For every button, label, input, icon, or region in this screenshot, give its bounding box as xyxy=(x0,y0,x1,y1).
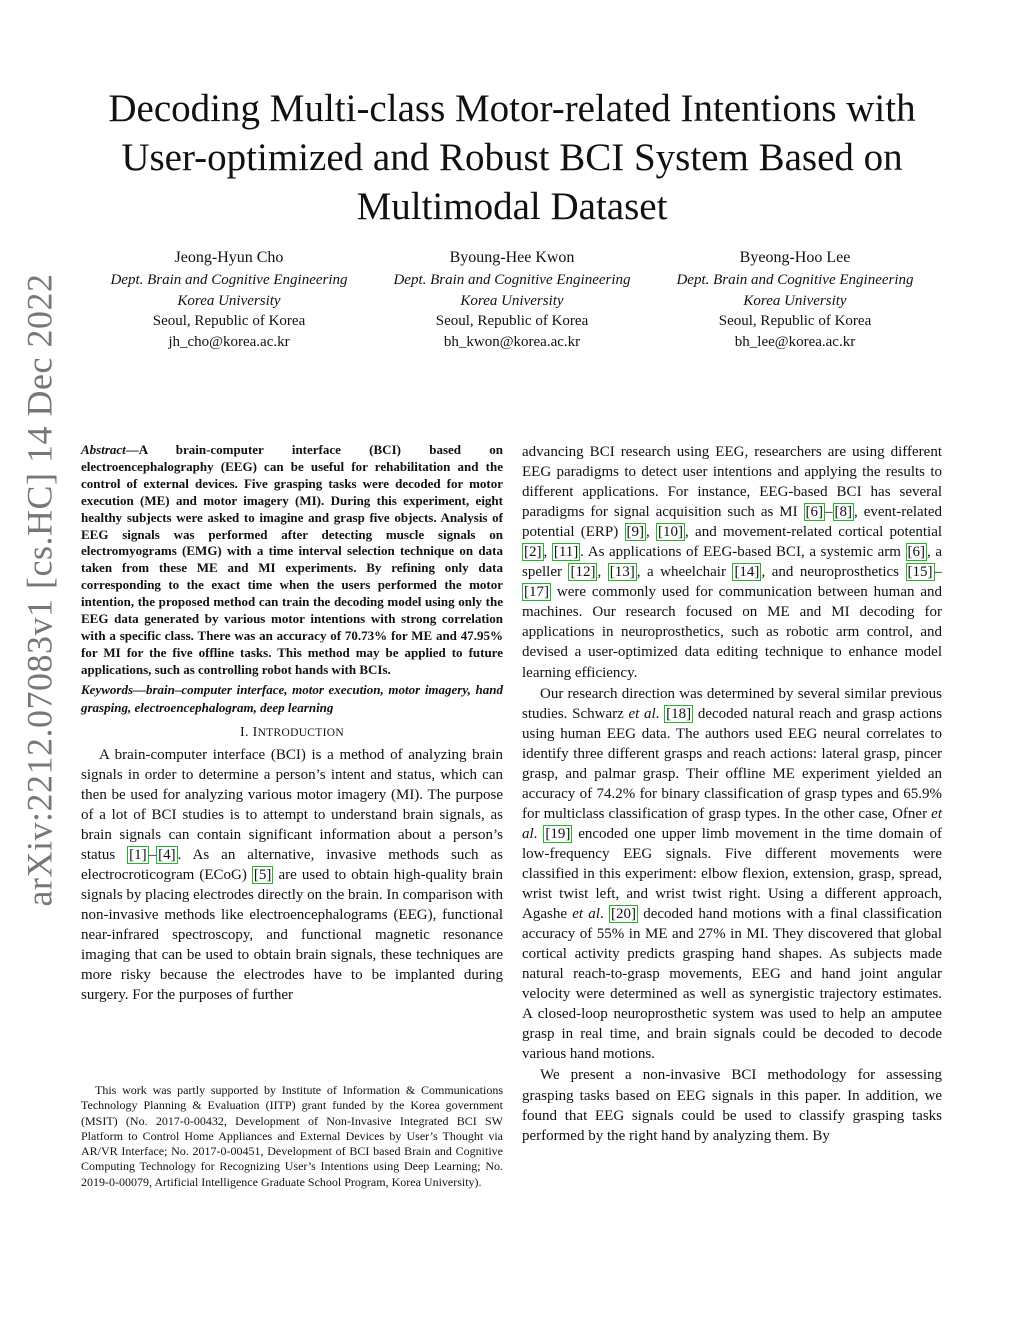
body-paragraph: advancing BCI research using EEG, researchers are using different EEG paradigms to detect user intentions and applying the results to different applications. For instance, EEG-based BCI has several paradigms for signal acquisition such as MI [6] – [8] , event-related potential (ERP) [9] , [10] , and movement-related cortical potential [2] , [11] . As applications of EEG-based BCI, a systemic arm [6] , a speller [12] , [13] , a wheelchair [14] , and neuroprosthetics [15] –[17] were commonly used for communication between human and machines. Our research focused on ME and MI decoding for applications in neuroprosthetics, such as robotic arm control, and devised a user-optimized data editing technique to enhance model learning efficiency. xyxy=(522,444,943,681)
citation-link[interactable]: [18] xyxy=(666,705,692,722)
citation-link[interactable]: [12] xyxy=(570,564,596,581)
citation-link[interactable]: [17] xyxy=(524,584,549,601)
author-3 xyxy=(654,248,936,353)
author-name: Byoung-Hee Kwon xyxy=(449,249,575,266)
citation-link[interactable]: [1] xyxy=(129,846,147,863)
citation-link[interactable]: [20] xyxy=(610,906,636,923)
author-city: Seoul, Republic of Korea xyxy=(152,313,306,330)
author-email: jh_cho@korea.ac.kr xyxy=(168,334,290,351)
author-dept: Dept. Brain and Cognitive Engineering xyxy=(110,271,348,288)
left-column xyxy=(81,442,503,1005)
paper-title: Decoding Multi-class Motor-related Intentions with User-optimized and Robust BCI System Based on Multimodal Dataset xyxy=(108,87,916,228)
citation-link[interactable]: [19] xyxy=(545,825,571,842)
author-univ: Korea University xyxy=(460,292,564,309)
keywords: Keywords—brain–computer interface, motor execution, motor imagery, hand grasping, electroencephalogram, deep learning xyxy=(81,681,503,715)
author-univ: Korea University xyxy=(743,292,847,309)
citation-link[interactable]: [5] xyxy=(253,866,272,883)
author-name: Jeong-Hyun Cho xyxy=(174,249,284,266)
right-column xyxy=(522,442,942,1146)
author-dept: Dept. Brain and Cognitive Engineering xyxy=(393,271,631,288)
author-dept: Dept. Brain and Cognitive Engineering xyxy=(676,271,914,288)
citation-link[interactable]: [6] xyxy=(805,504,824,521)
abstract-text: A brain-computer interface (BCI) based on electroencephalography (EEG) can be useful for rehabilitation and the control of external devices. Five grasping tasks were decoded for motor execution (ME) and motor imagery (MI). During this experiment, eight healthy subjects were asked to imagine and grasp five objects. Analysis of EEG signals was performed after detecting muscle signals on electromyograms (EMG) with a time interval selection technique on data taken from these ME and MI experiments. By refining only data corresponding to the exact time when the users performed the motor intention, the proposed method can train the decoding model using only the EEG data generated by various motor intentions with strong correlation with a specific class. There was an accuracy of 70.73% for ME and 47.95% for MI for the five offline tasks. This method may be applied to future applications, such as controlling robot hands with BCIs. xyxy=(81,442,503,677)
abstract: Abstract—A brain-computer interface (BCI) based on electroencephalography (EEG) can be useful for rehabilitation and the control of external devices. Five grasping tasks were decoded for motor execution (ME) and motor imagery (MI). During this experiment, eight healthy subjects were asked to imagine and grasp five objects. Analysis of EEG signals was performed after detecting muscle signals on electromyograms (EMG) with a time interval selection technique on data taken from these ME and MI experiments. By refining only data corresponding to the exact time when the users performed the motor intention, the proposed method can train the decoding model using only the EEG data generated by various motor intentions with strong correlation with a specific class. There was an accuracy of 70.73% for ME and 47.95% for MI for the five offline tasks. This method may be applied to future applications, such as controlling robot hands with BCIs. xyxy=(81,442,503,677)
citation-link[interactable]: [8] xyxy=(834,504,853,521)
citation-link[interactable]: [2] xyxy=(524,544,542,561)
citation-link[interactable]: [10] xyxy=(658,524,684,541)
author-univ: Korea University xyxy=(177,292,281,309)
author-2 xyxy=(371,248,653,353)
keywords-text: brain–computer interface, motor execution, motor imagery, hand grasping, electroencephalogram, deep learning xyxy=(81,681,503,715)
citation-link[interactable]: [13] xyxy=(609,564,635,581)
keywords-label: Keywords xyxy=(81,681,133,697)
citation-link[interactable]: [6] xyxy=(907,544,926,561)
author-1 xyxy=(88,248,370,353)
abstract-label: Abstract xyxy=(81,442,126,457)
author-email: bh_kwon@korea.ac.kr xyxy=(443,334,581,351)
body-paragraph: Our research direction was determined by several similar previous studies. Schwarz et al. [18] decoded natural reach and grasp actions using human EEG data. The authors used EEG neural correlates to identify three different grasps and reach actions: lateral grasp, pincer grasp, and palmar grasp. Their offline ME experiment yielded an accuracy of 74.2% for binary classification of grasp types and 65.9% for multiclass classification of grasp types. In the other case, Ofner et al. [19] encoded one upper limb movement in the time domain of low-frequency EEG signals. Five different movements were classified in this experiment: elbow flexion, extension, grasp, spread, wrist twist left, and wrist twist right. Using a different approach, Agashe et al. [20] decoded hand motions with a final classification accuracy of 55% in ME and 27% in MI. They discovered that global cortical activity predicts grasping hand shapes. As subjects made natural reach-to-grasp movements, EEG and hand joint angular velocity were determined as well as synergistic trajectory estimates. A closed-loop neuroprosthetic system was used to help an amputee grasp in real time, and brain signals could be decoded to decode various hand motions. xyxy=(522,685,943,1063)
citation-link[interactable]: [9] xyxy=(626,524,645,541)
arxiv-id: arXiv:2212.07083v1 [cs.HC] 14 Dec 2022 xyxy=(19,273,59,907)
author-name: Byeong-Hoo Lee xyxy=(739,249,851,266)
citation-link[interactable]: [15] xyxy=(907,564,933,581)
section-heading-introduction: I. INTRODUCTION xyxy=(240,724,344,740)
citation-link[interactable]: [14] xyxy=(734,564,760,581)
author-city: Seoul, Republic of Korea xyxy=(435,313,589,330)
author-block xyxy=(88,248,936,353)
citation-link[interactable]: [11] xyxy=(553,544,579,561)
author-city: Seoul, Republic of Korea xyxy=(718,313,872,330)
intro-paragraph: A brain-computer interface (BCI) is a method of analyzing brain signals in order to determine a person’s intent and status, which can then be used for analyzing various motor imagery (MI). The purpose of a lot of BCI studies is to attempt to understand brain signals, as brain signals can contain significant information about a person’s status [1] – [4] . As an alternative, invasive methods such as electrocroticogram (ECoG) [5] are used to obtain high-quality brain signals by placing electrodes directly on the brain. In comparison with non-invasive methods like electroencephalograms (EEG), functional near-infrared spectroscopy, and functional magnetic resonance imaging that can be used to obtain brain signals, these techniques are more risky because the electrodes have to be implanted during surgery. For the purposes of further xyxy=(81,746,503,1004)
citation-link[interactable]: [4] xyxy=(158,846,176,863)
body-paragraph: We present a non-invasive BCI methodology for assessing grasping tasks based on EEG signals in this paper. In addition, we found that EEG signals could be used to classify grasping tasks performed by the right hand by analyzing them. By xyxy=(522,1067,942,1144)
funding-footnote: This work was partly supported by Institute of Information & Communications Technology Planning & Evaluation (IITP) grant funded by the Korea government (MSIT) (No. 2017-0-00432, Development of Non-Invasive Integrated BCI SW Platform to Control Home Appliances and External Devices by User’s Thought via AR/VR Interface; No. 2017-0-00451, Development of BCI based Brain and Cognitive Computing Technology for Recognizing User’s Intentions using Deep Learning; No. 2019-0-00079, Artificial Intelligence Graduate School Program, Korea University). xyxy=(81,1083,503,1189)
arxiv-stamp xyxy=(14,240,64,940)
author-email: bh_lee@korea.ac.kr xyxy=(734,334,856,351)
